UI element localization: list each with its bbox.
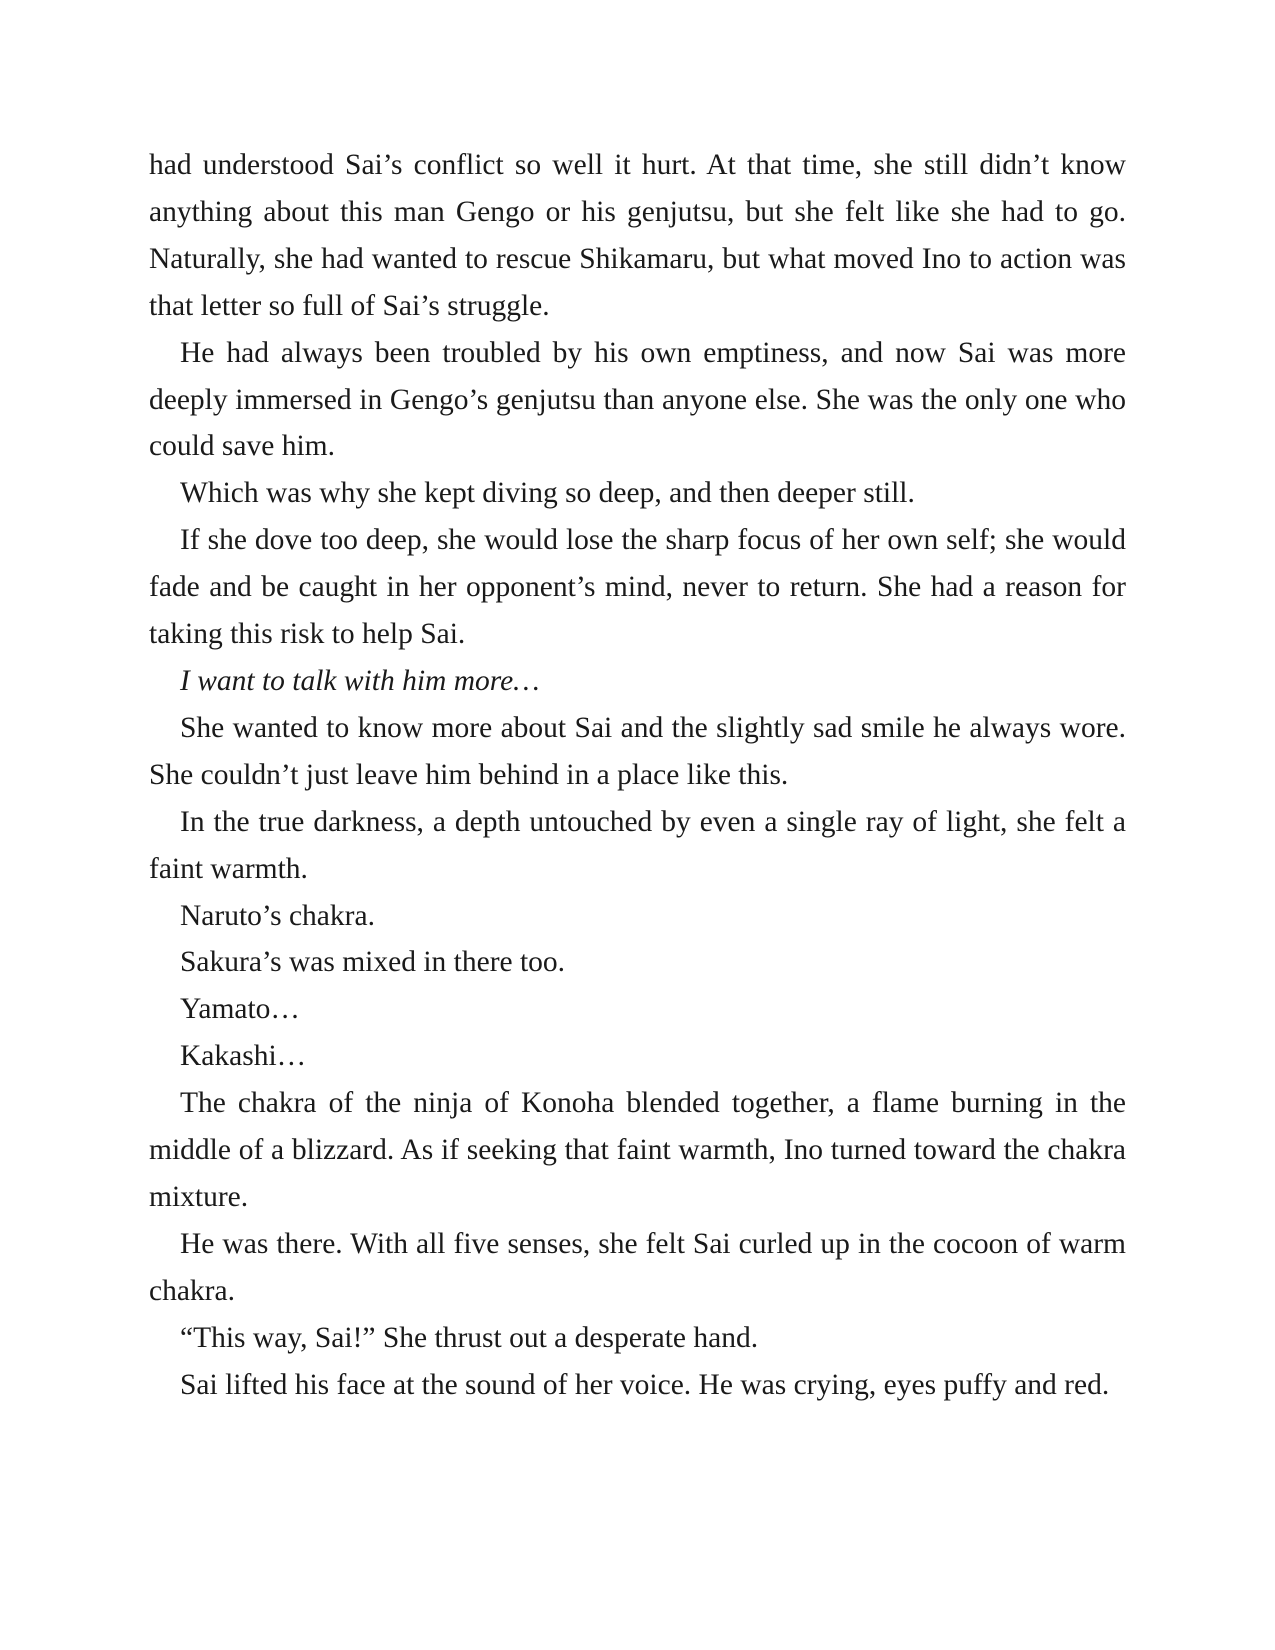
- paragraph-5-italic-thought: I want to talk with him more…: [180, 664, 540, 697]
- paragraph-12: The chakra of the ninja of Konoha blended together, a flame burning in the middle of a blizzard. As if seeking that faint warmth, Ino turned toward the chakra mixture.: [149, 1087, 1126, 1213]
- paragraph-6: She wanted to know more about Sai and the slightly sad smile he always wore. She couldn’t just leave him behind in a place like this.: [149, 711, 1126, 791]
- paragraph-3: Which was why she kept diving so deep, and then deeper still.: [180, 477, 915, 510]
- paragraph-7: In the true darkness, a depth untouched by even a single ray of light, she felt a faint warmth.: [149, 805, 1126, 885]
- paragraph-10: Yamato…: [180, 993, 300, 1026]
- paragraph-13: He was there. With all five senses, she felt Sai curled up in the cocoon of warm chakra.: [149, 1227, 1126, 1307]
- paragraph-14: “This way, Sai!” She thrust out a desperate hand.: [180, 1321, 759, 1354]
- paragraph-1: had understood Sai’s conflict so well it hurt. At that time, she still didn’t know anything about this man Gengo or his genjutsu, but she felt like she had to go. Naturally, she had wanted to rescue Shikamaru, but what moved Ino to action was that letter so full of Sai’s struggle.: [149, 149, 1126, 322]
- paragraph-8: Naruto’s chakra.: [180, 899, 375, 932]
- paragraph-9: Sakura’s was mixed in there too.: [180, 946, 566, 979]
- paragraph-2: He had always been troubled by his own emptiness, and now Sai was more deeply immersed in Gengo’s genjutsu than anyone else. She was the only one who could save him.: [149, 336, 1126, 463]
- paragraph-15: Sai lifted his face at the sound of her voice. He was crying, eyes puffy and red.: [180, 1368, 1110, 1401]
- paragraph-4: If she dove too deep, she would lose the sharp focus of her own self; she would fade and be caught in her opponent’s mind, never to return. She had a reason for taking this risk to help Sai.: [149, 524, 1126, 651]
- page-body: [149, 142, 1126, 1408]
- paragraph-11: Kakashi…: [180, 1040, 307, 1073]
